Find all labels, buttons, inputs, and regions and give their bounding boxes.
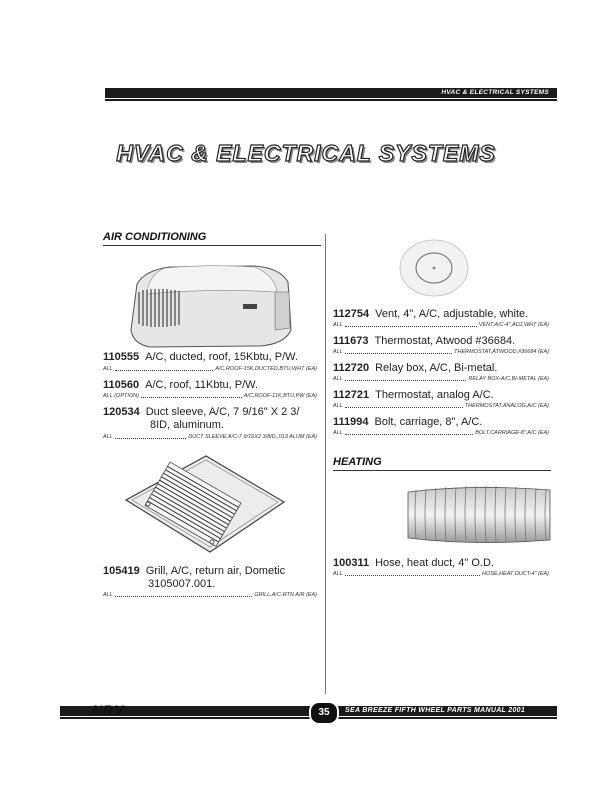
heat-duct-hose-image [404,482,552,548]
list-item [333,389,553,402]
part-description: Thermostat, analog A/C. [375,389,494,401]
list-item [333,335,553,348]
sku-line [333,349,549,356]
list-item [103,379,321,392]
header-section-label: HVAC & ELECTRICAL SYSTEMS [441,89,549,96]
part-description: A/C, roof, 11Kbtu, P/W. [145,379,259,391]
list-item [103,565,321,578]
section-rule [103,245,321,246]
sku-line [333,376,549,383]
part-description: Bolt, carriage, 8", A/C. [374,416,483,428]
vent-image [397,238,471,298]
part-number: 112754 [333,308,370,320]
part-description-cont: 8ID, aluminum. [150,419,224,431]
page-number-badge: 35 [309,701,339,725]
fitment: ALL [103,434,113,440]
sku-code: DUCT SLEEVE,A/C-7 9/16X2 3/8ID,.013 ALUM (EA) [188,434,317,440]
page-title: HVAC & ELECTRICAL SYSTEMS [116,140,496,166]
fitment: ALL [103,366,113,372]
part-number: 112721 [333,389,370,401]
sku-line [333,571,549,578]
nrv-logo: NRV [92,702,125,718]
fitment: ALL [333,376,343,382]
fitment: ALL [333,349,343,355]
part-description: Grill, A/C, return air, Dometic [145,565,286,577]
sku-code: THERMOSTAT,ATWOOD,#36684 (EA) [454,349,549,355]
part-description-cont: 3105007.001. [148,578,216,590]
sku-code: BOLT,CARRIAGE-8",A/C (EA) [475,430,549,436]
part-number: 105419 [103,565,140,577]
fitment: ALL [333,430,343,436]
sku-code: RELAY BOX-A/C,BI-METAL (EA) [468,376,549,382]
section-heading-heating: HEATING [333,456,382,468]
part-description: Hose, heat duct, 4" O.D. [375,557,494,569]
fitment: ALL [333,403,343,409]
part-number: 111994 [333,416,369,428]
sku-code: THERMOSTAT,ANALOG,A/C (EA) [464,403,549,409]
sku-line [103,393,317,400]
part-description: Relay box, A/C, Bi-metal. [375,362,498,374]
return-air-grill-image [118,452,290,558]
sku-code: A/C,ROOF-15K,DUCTED,BTU,WHT (EA) [215,366,317,372]
fitment: ALL [333,571,343,577]
part-number: 111673 [333,335,369,347]
fitment: ALL [333,322,343,328]
ac-unit-image [125,262,295,350]
sku-line [333,430,549,437]
part-number: 112720 [333,362,370,374]
part-number: 110555 [103,351,140,363]
sku-code: GRILL,A/C-RTN AIR (EA) [254,592,317,598]
column-divider [325,234,326,694]
header-bar [105,88,557,98]
sku-line [103,366,317,373]
fitment: ALL (OPTION) [103,393,139,399]
sku-line [103,434,317,441]
sku-line [333,322,549,329]
part-description: Duct sleeve, A/C, 7 9/16" X 2 3/ [145,406,300,418]
sku-code: VENT,A/C-4",ADJ,WHT (EA) [478,322,549,328]
part-number: 120534 [103,406,140,418]
list-item [333,557,553,570]
sku-code: A/C,ROOF-11K,BTU,PW (EA) [243,393,317,399]
section-rule [333,470,551,471]
sku-line [103,592,317,599]
part-description: A/C, ducted, roof, 15Kbtu, P/W. [145,351,298,363]
list-item [333,416,553,429]
manual-title: SEA BREEZE FIFTH WHEEL PARTS MANUAL 2001 [345,707,526,714]
header-rule [105,99,557,101]
part-description: Thermostat, Atwood #36684. [374,335,516,347]
fitment: ALL [103,592,113,598]
list-item [103,351,321,364]
list-item [333,362,553,375]
sku-line [333,403,549,410]
sku-code: HOSE,HEAT DUCT-4" (EA) [481,571,549,577]
part-number: 100311 [333,557,370,569]
list-item [333,308,553,321]
section-heading-air-conditioning: AIR CONDITIONING [103,231,207,243]
list-item [103,406,321,419]
part-number: 110560 [103,379,140,391]
part-description: Vent, 4", A/C, adjustable, white. [375,308,529,320]
